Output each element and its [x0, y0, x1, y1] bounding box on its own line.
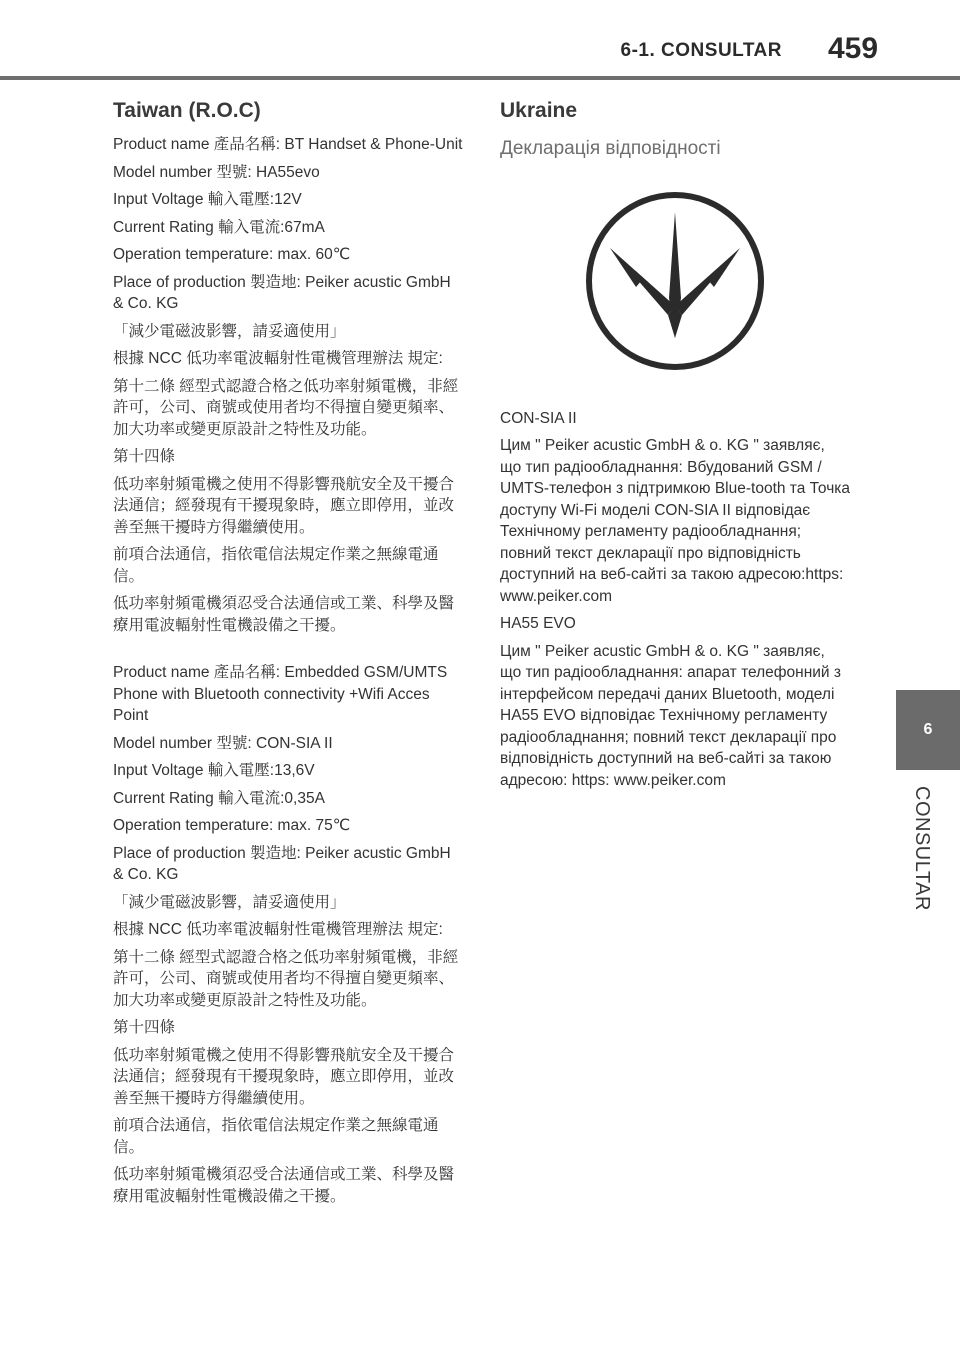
- taiwan-para: 低功率射頻電機須忍受合法通信或工業、科學及醫療用電波輻射性電機設備之干擾。: [113, 595, 455, 634]
- taiwan-para: 低功率射頻電機之使用不得影響飛航安全及干擾合法通信；經發現有干擾現象時，應立即停用，並改善至無干擾時方得繼續使用。: [113, 475, 455, 536]
- taiwan-para: 前項合法通信，指依電信法規定作業之無線電通信。: [113, 546, 439, 585]
- taiwan-para: 「減少電磁波影響，請妥適使用」: [113, 893, 346, 911]
- taiwan-para: Input Voltage 輸入電壓:12V: [113, 191, 302, 208]
- taiwan-para: Operation temperature: max. 60℃: [113, 246, 351, 263]
- taiwan-para: Input Voltage 輸入電壓:13,6V: [113, 762, 315, 779]
- taiwan-para: Product name 產品名稱: Embedded GSM/UMTS Phone with Bluetooth connectivity +Wifi Acces Point: [113, 664, 448, 724]
- block-gap: [113, 642, 465, 662]
- taiwan-para: 第十四條: [113, 1019, 176, 1036]
- taiwan-para: 根據 NCC 低功率電波輻射性電機管理辦法 規定:: [113, 350, 443, 367]
- taiwan-para: Place of production 製造地: Peiker acustic GmbH & Co. KG: [113, 844, 451, 883]
- taiwan-para: 前項合法通信，指依電信法規定作業之無線電通信。: [113, 1117, 439, 1156]
- taiwan-para: 低功率射頻電機須忍受合法通信或工業、科學及醫療用電波輻射性電機設備之干擾。: [113, 1166, 455, 1205]
- taiwan-para: 「減少電磁波影響，請妥適使用」: [113, 322, 346, 340]
- taiwan-para: 第十二條 經型式認證合格之低功率射頻電機，非經許可，公司、商號或使用者均不得擅自變更頻率、加大功率或變更原設計之特性及功能。: [113, 948, 459, 1009]
- taiwan-para: 第十二條 經型式認證合格之低功率射頻電機，非經許可，公司、商號或使用者均不得擅自變更頻率、加大功率或變更原設計之特性及功能。: [113, 377, 459, 438]
- ukraine-para: Цим " Peiker acustic GmbH & o. KG " заявляє, що тип радіообладнання: апарат телефонний з інтерфейсом передачі даних Bluetooth, моделі HA55 EVO відповідає Технічному регламенту радіообладнання; повний текст декларації про відповідність доступний на веб-сайті за такою адресою: https: www.peiker.com: [500, 642, 841, 789]
- ukraine-para: Цим " Peiker acustic GmbH & o. KG " заявляє, що тип радіообладнання: Вбудований GSM / UMTS-телефон з підтримкою Blue-tooth та Точка доступу Wi-Fi моделі CON-SIA II відповідає Технічному регламенту радіообладнання; повний текст декларації про відповідність доступний на веб-сайті за такою адресою:https: www.peiker.com: [500, 437, 851, 605]
- page-number: 459: [828, 32, 879, 65]
- ukraine-conformity-mark-icon: [582, 188, 768, 374]
- taiwan-title: Taiwan (R.O.C): [113, 99, 261, 122]
- ukraine-title: Ukraine: [500, 99, 578, 122]
- header-rule: [0, 76, 960, 80]
- chapter-side-label: CONSULTAR: [911, 786, 933, 911]
- taiwan-para: 根據 NCC 低功率電波輻射性電機管理辦法 規定:: [113, 921, 443, 938]
- taiwan-para: Model number 型號: HA55evo: [113, 163, 320, 181]
- taiwan-para: Place of production 製造地: Peiker acustic GmbH & Co. KG: [113, 273, 451, 312]
- taiwan-para: Current Rating 輸入電流:67mA: [113, 218, 325, 236]
- taiwan-para: Product name 產品名稱: BT Handset & Phone-Unit: [113, 136, 463, 153]
- taiwan-para: Current Rating 輸入電流:0,35A: [113, 789, 325, 807]
- ukraine-subtitle: Декларація відповідності: [500, 138, 721, 159]
- chapter-tab[interactable]: 6: [896, 690, 960, 770]
- conformity-mark: [500, 188, 850, 374]
- ukraine-column: [500, 98, 850, 797]
- taiwan-column: [113, 98, 465, 1213]
- taiwan-para: 第十四條: [113, 448, 176, 465]
- ukraine-para: CON-SIA II: [500, 409, 577, 427]
- ukraine-para: HA55 EVO: [500, 615, 576, 632]
- taiwan-para: Operation temperature: max. 75℃: [113, 817, 351, 834]
- taiwan-para: Model number 型號: CON-SIA II: [113, 734, 333, 752]
- taiwan-para: 低功率射頻電機之使用不得影響飛航安全及干擾合法通信；經發現有干擾現象時，應立即停用，並改善至無干擾時方得繼續使用。: [113, 1046, 455, 1107]
- running-header: 6-1. CONSULTAR: [620, 40, 782, 61]
